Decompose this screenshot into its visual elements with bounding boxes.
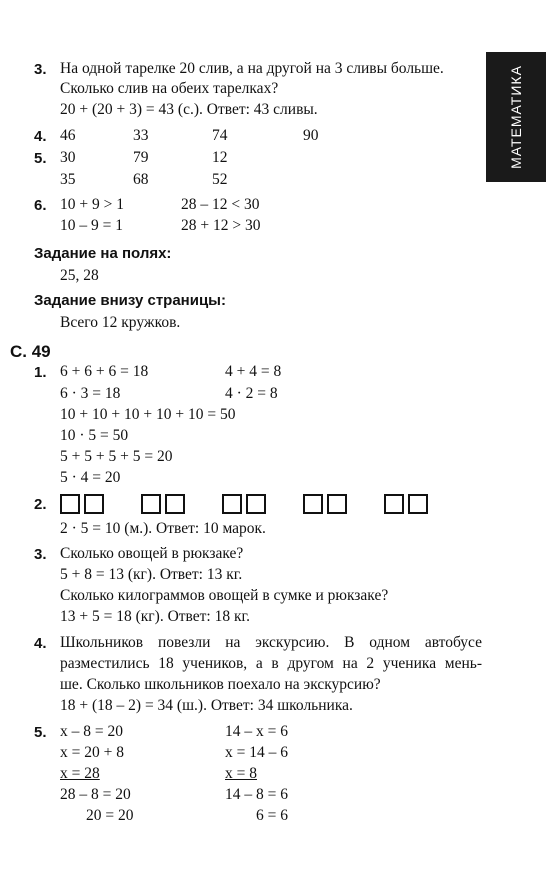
problem-4-text-line1: Школьников повезли на экскурсию. В одном автобусе bbox=[60, 634, 482, 651]
stamp-square bbox=[222, 494, 242, 514]
problem-1-expression: 4 + 4 = 8 bbox=[225, 363, 282, 380]
problem-2-solution: 2 · 5 = 10 (м.). Ответ: 10 марок. bbox=[60, 520, 266, 537]
task-6-expression: 28 – 12 < 30 bbox=[181, 196, 260, 213]
problem-4-text-line2: разместились 18 учеников, а в другом на 2 ученика мень- bbox=[60, 655, 482, 672]
task-5-value: 79 bbox=[133, 149, 149, 166]
problem-5-number: 5. bbox=[34, 724, 47, 741]
bottom-task-heading: Задание внизу страницы: bbox=[34, 292, 226, 309]
task-4-value: 74 bbox=[212, 127, 228, 144]
task-6-number: 6. bbox=[34, 197, 47, 214]
problem-5-left-check: 28 – 8 = 20 bbox=[60, 786, 131, 803]
problem-3-question-2: Сколько килограммов овощей в сумке и рюкзаке? bbox=[60, 587, 389, 604]
stamp-square bbox=[408, 494, 428, 514]
stamp-square bbox=[60, 494, 80, 514]
subject-tab-label: МАТЕМАТИКА bbox=[508, 65, 524, 169]
problem-3-number: 3. bbox=[34, 546, 47, 563]
task-4-value: 33 bbox=[133, 127, 149, 144]
problem-5-left-equation: x – 8 = 20 bbox=[60, 723, 123, 740]
task-4-value: 90 bbox=[303, 127, 319, 144]
problem-5-right-result: x = 8 bbox=[225, 765, 257, 782]
task-3-solution: 20 + (20 + 3) = 43 (с.). Ответ: 43 сливы. bbox=[60, 101, 318, 118]
problem-2-number: 2. bbox=[34, 496, 47, 513]
task-5-value: 30 bbox=[60, 149, 76, 166]
task-6-expression: 10 + 9 > 1 bbox=[60, 196, 124, 213]
task-3-number: 3. bbox=[34, 61, 47, 78]
task-5-value: 12 bbox=[212, 149, 228, 166]
task-4-number: 4. bbox=[34, 128, 47, 145]
problem-1-expression: 6 · 3 = 18 bbox=[60, 385, 121, 402]
problem-1-expression: 10 + 10 + 10 + 10 + 10 = 50 bbox=[60, 406, 236, 423]
task-4-value: 46 bbox=[60, 127, 76, 144]
problem-1-expression: 4 · 2 = 8 bbox=[225, 385, 278, 402]
problem-3-answer-2: 13 + 5 = 18 (кг). Ответ: 18 кг. bbox=[60, 608, 250, 625]
problem-5-right-check: 14 – 8 = 6 bbox=[225, 786, 288, 803]
bottom-task-answer: Всего 12 кружков. bbox=[60, 314, 181, 331]
stamp-square bbox=[384, 494, 404, 514]
task-3-text-line1: На одной тарелке 20 слив, а на другой на 3 сливы больше. bbox=[60, 60, 444, 77]
problem-5-right-step: x = 14 – 6 bbox=[225, 744, 288, 761]
stamp-square bbox=[84, 494, 104, 514]
problem-1-expression: 6 + 6 + 6 = 18 bbox=[60, 363, 149, 380]
problem-5-right-check-result: 6 = 6 bbox=[256, 807, 288, 824]
stamp-square bbox=[303, 494, 323, 514]
task-5-value: 35 bbox=[60, 171, 76, 188]
task-3-text-line2: Сколько слив на обеих тарелках? bbox=[60, 80, 279, 97]
problem-1-expression: 5 + 5 + 5 + 5 = 20 bbox=[60, 448, 173, 465]
task-5-value: 52 bbox=[212, 171, 228, 188]
task-6-expression: 10 – 9 = 1 bbox=[60, 217, 123, 234]
task-6-expression: 28 + 12 > 30 bbox=[181, 217, 261, 234]
margin-task-answer: 25, 28 bbox=[60, 267, 99, 284]
task-5-value: 68 bbox=[133, 171, 149, 188]
problem-1-expression: 5 · 4 = 20 bbox=[60, 469, 121, 486]
problem-4-text-line3: ше. Сколько школьников поехало на экскурсию? bbox=[60, 676, 381, 693]
problem-3-question-1: Сколько овощей в рюкзаке? bbox=[60, 545, 244, 562]
problem-3-answer-1: 5 + 8 = 13 (кг). Ответ: 13 кг. bbox=[60, 566, 243, 583]
stamp-square bbox=[327, 494, 347, 514]
problem-5-right-equation: 14 – x = 6 bbox=[225, 723, 288, 740]
stamp-square bbox=[165, 494, 185, 514]
problem-1-number: 1. bbox=[34, 364, 47, 381]
stamp-square bbox=[246, 494, 266, 514]
section-heading: С. 49 bbox=[10, 342, 51, 361]
stamp-square bbox=[141, 494, 161, 514]
problem-5-left-check-result: 20 = 20 bbox=[86, 807, 134, 824]
problem-5-left-step: x = 20 + 8 bbox=[60, 744, 124, 761]
problem-1-expression: 10 · 5 = 50 bbox=[60, 427, 129, 444]
task-5-number: 5. bbox=[34, 150, 47, 167]
problem-4-solution: 18 + (18 – 2) = 34 (ш.). Ответ: 34 школьника. bbox=[60, 697, 353, 714]
subject-tab bbox=[486, 52, 546, 182]
problem-5-left-result: x = 28 bbox=[60, 765, 100, 782]
problem-4-number: 4. bbox=[34, 635, 47, 652]
margin-task-heading: Задание на полях: bbox=[34, 245, 172, 262]
